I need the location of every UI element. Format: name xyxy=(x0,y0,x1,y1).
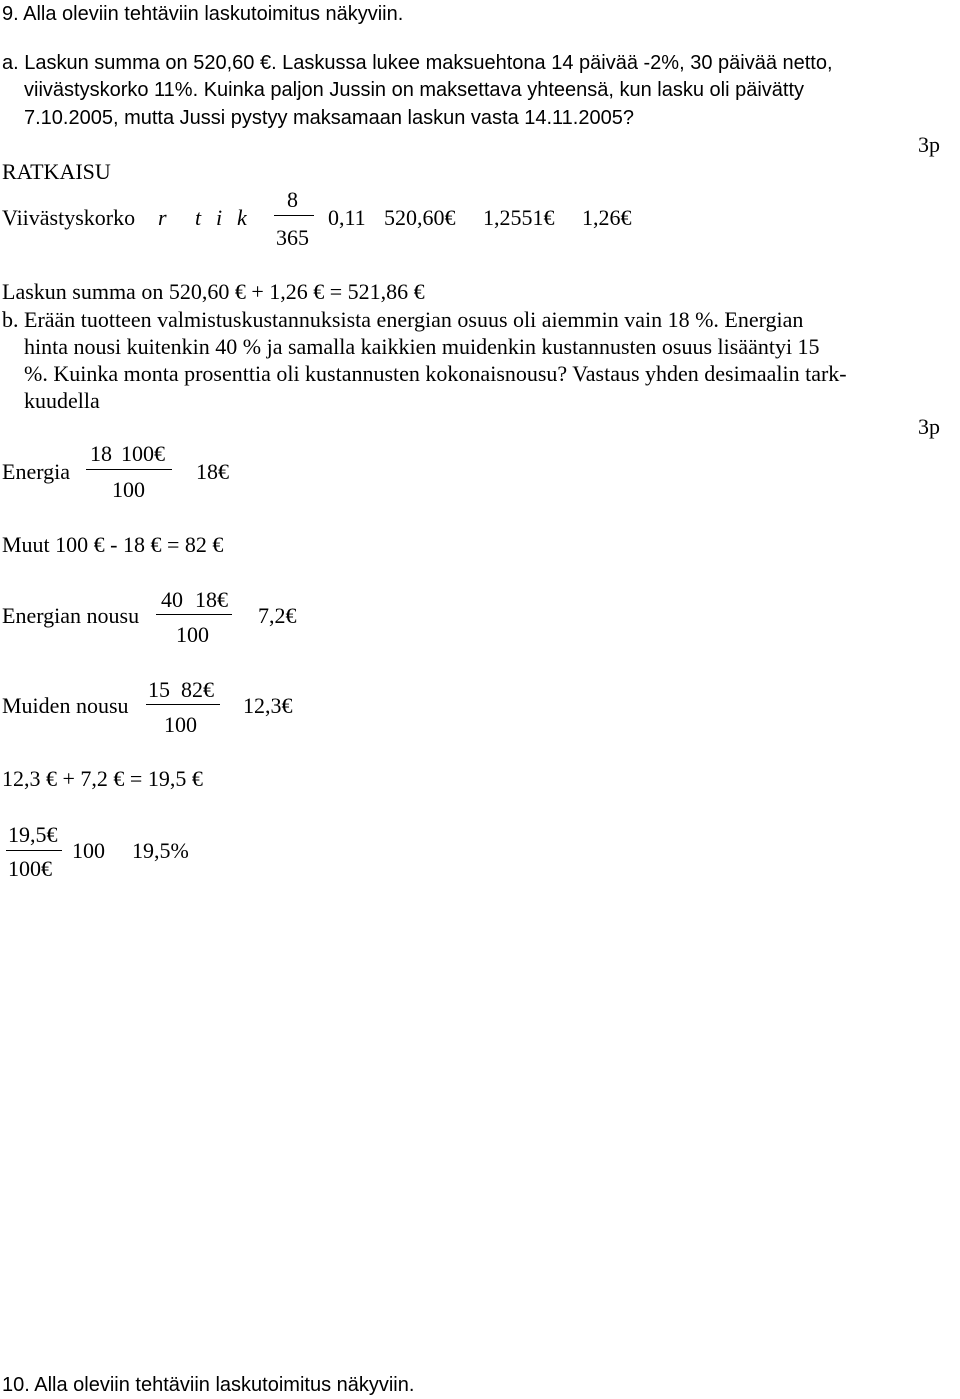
final-result: 19,5% xyxy=(132,838,189,863)
fraction-bar xyxy=(274,215,314,216)
fraction-bar xyxy=(156,614,232,615)
muiden-nousu-result: 12,3€ xyxy=(243,693,293,718)
part-a-line-3: 7.10.2005, mutta Jussi pystyy maksamaan laskun vasta 14.11.2005? xyxy=(24,107,634,129)
formula-denominator: 365 xyxy=(276,225,309,250)
formula-result: 1,26€ xyxy=(582,205,632,230)
part-b-points: 3p xyxy=(918,414,940,439)
muut-line: Muut 100 € - 18 € = 82 € xyxy=(2,532,224,557)
energia-result: 18€ xyxy=(196,459,229,484)
formula-rate: 0,11 xyxy=(328,205,366,230)
energian-nousu-num-b: 18€ xyxy=(195,587,228,612)
muiden-nousu-label: Muiden nousu xyxy=(2,693,129,718)
formula-numerator: 8 xyxy=(287,187,298,212)
energia-num-a: 18 xyxy=(90,441,112,466)
energian-nousu-label: Energian nousu xyxy=(2,603,140,628)
part-b-line-1: b. Erään tuotteen valmistuskustannuksista energian osuus oli aiemmin vain 18 %. Energian xyxy=(2,307,804,332)
energian-nousu-num-a: 40 xyxy=(161,587,183,612)
part-b-line-3: %. Kuinka monta prosenttia oli kustannusten kokonaisnousu? Vastaus yhden desimaalin tark- xyxy=(24,361,847,386)
task-9-title: 9. Alla oleviin tehtäviin laskutoimitus näkyviin. xyxy=(2,3,404,25)
muiden-nousu-den: 100 xyxy=(164,712,197,737)
solution-heading: RATKAISU xyxy=(2,159,111,184)
part-b-line-2: hinta nousi kuitenkin 40 % ja samalla kaikkien muidenkin kustannusten osuus lisääntyi 15 xyxy=(24,334,820,359)
task-10-title: 10. Alla oleviin tehtäviin laskutoimitus näkyviin. xyxy=(2,1374,415,1396)
fraction-bar xyxy=(146,704,220,705)
formula-var-r: r xyxy=(158,205,167,230)
fraction-bar xyxy=(6,850,62,851)
energian-nousu-den: 100 xyxy=(176,622,209,647)
final-num: 19,5€ xyxy=(8,822,58,847)
part-a-line-2: viivästyskorko 11%. Kuinka paljon Jussin on maksettava yhteensä, kun lasku oli päivätty xyxy=(24,79,805,101)
formula-var-t: t xyxy=(195,205,202,230)
energia-num-b: 100€ xyxy=(121,441,165,466)
formula-intermediate: 1,2551€ xyxy=(483,205,555,230)
fraction-bar xyxy=(86,469,172,470)
energian-nousu-result: 7,2€ xyxy=(258,603,297,628)
muiden-nousu-num-b: 82€ xyxy=(181,677,214,702)
energia-label: Energia xyxy=(2,459,71,484)
muiden-nousu-num-a: 15 xyxy=(148,677,170,702)
sum-line: 12,3 € + 7,2 € = 19,5 € xyxy=(2,766,203,791)
formula-amount: 520,60€ xyxy=(384,205,456,230)
part-b-line-4: kuudella xyxy=(24,388,100,413)
part-a-line-1: a. Laskun summa on 520,60 €. Laskussa lukee maksuehtona 14 päivää -2%, 30 päivää netto, xyxy=(2,52,833,74)
final-factor: 100 xyxy=(72,838,105,863)
formula-label: Viivästyskorko xyxy=(2,205,136,230)
energia-den: 100 xyxy=(112,477,145,502)
final-den: 100€ xyxy=(8,856,52,881)
formula-var-k: k xyxy=(237,205,247,230)
formula-var-i: i xyxy=(216,205,223,230)
part-a-points: 3p xyxy=(918,132,940,157)
part-a-answer: Laskun summa on 520,60 € + 1,26 € = 521,86 € xyxy=(2,279,425,304)
